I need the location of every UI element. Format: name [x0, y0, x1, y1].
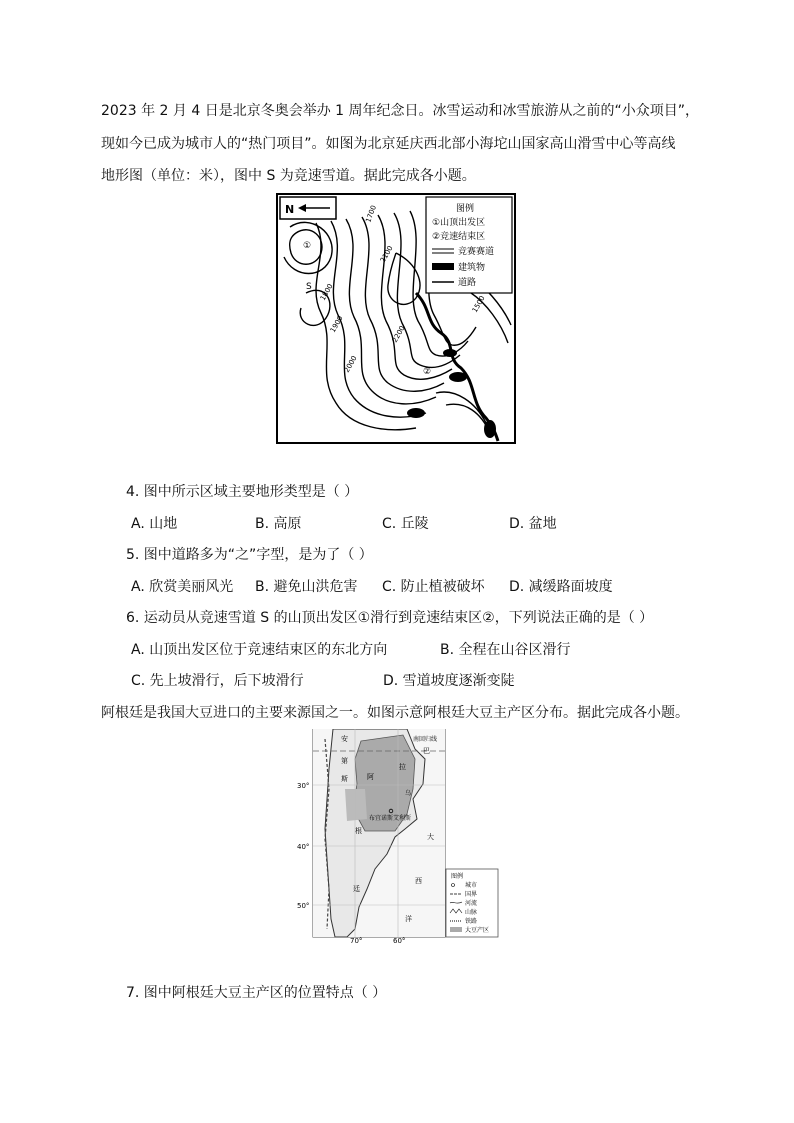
place-label: 根 — [355, 827, 362, 835]
map2-legend-2: 国界 — [465, 891, 478, 898]
q4-option-d[interactable]: D. 盆地 — [509, 516, 557, 532]
place-label: 安 — [341, 735, 348, 743]
intro1-line1: 2023 年 2 月 4 日是北京冬奥会举办 1 周年纪念日。冰雪运动和冰雪旅游从之前的“小众项目”， — [101, 103, 700, 119]
contour-label: 2200 — [390, 324, 407, 344]
map1-legend-5: 道路 — [458, 278, 477, 288]
place-label: 拉 — [399, 763, 406, 771]
q7-stem: 7. 图中阿根廷大豆主产区的位置特点（ ） — [126, 985, 387, 1001]
place-label: 西 — [415, 877, 422, 885]
q6-stem: 6. 运动员从竞速雪道 S 的山顶出发区①滑行到竞速结束区②，下列说法正确的是（ ） — [126, 610, 654, 626]
intro1-line3: 地形图（单位：米），图中 S 为竞速雪道。据此完成各小题。 — [101, 168, 476, 184]
place-label: 洋 — [405, 915, 412, 923]
place-label: 第 — [341, 757, 348, 765]
map2-legend-6: 大豆产区 — [465, 927, 490, 934]
q6-option-a[interactable]: A. 山顶出发区位于竞速结束区的东北方向 — [131, 642, 388, 658]
place-label: 乌 — [405, 790, 412, 797]
contour-map — [276, 193, 516, 444]
q6-option-b[interactable]: B. 全程在山谷区滑行 — [440, 642, 571, 658]
map2-legend-4: 山脉 — [465, 909, 478, 916]
map2-legend-1: 城市 — [465, 882, 478, 889]
lat-30: 30° — [297, 782, 310, 790]
map2-legend-5: 铁路 — [465, 918, 478, 925]
q4-stem: 4. 图中所示区域主要地形类型是（ ） — [126, 484, 359, 500]
q5-option-b[interactable]: B. 避免山洪危害 — [255, 579, 358, 595]
map1-legend-4: 建筑物 — [458, 263, 486, 273]
q5-option-a[interactable]: A. 欣赏美丽风光 — [131, 579, 234, 595]
q4-option-a[interactable]: A. 山地 — [131, 516, 178, 532]
q6-option-c[interactable]: C. 先上坡滑行，后下坡滑行 — [131, 673, 304, 689]
place-label: 大 — [427, 833, 434, 841]
place-label: 廷 — [353, 885, 360, 893]
map2-legend-title: 图例 — [451, 873, 464, 880]
q6-option-d[interactable]: D. 雪道坡度逐渐变陡 — [383, 673, 515, 689]
q5-option-c[interactable]: C. 防止植被破坏 — [382, 579, 485, 595]
map1-legend-3: 竞赛赛道 — [458, 247, 495, 257]
place-label: 阿 — [367, 773, 374, 781]
map1-mark-s: S — [306, 282, 312, 292]
place-label: 斯 — [341, 775, 348, 783]
map1-legend-1: ①山顶出发区 — [432, 218, 486, 228]
map1-mark-1: ① — [303, 241, 312, 251]
city-label: 布宜诺斯艾利斯 — [369, 815, 412, 822]
lon-60: 60° — [393, 937, 406, 944]
intro2: 阿根廷是我国大豆进口的主要来源国之一。如图示意阿根廷大豆主产区分布。据此完成各小题。 — [101, 705, 689, 721]
contour-label: 2000 — [342, 354, 359, 374]
q5-option-d[interactable]: D. 减缓路面坡度 — [509, 579, 613, 595]
contour-label: 1500 — [470, 294, 487, 314]
lat-40: 40° — [297, 843, 310, 851]
q4-option-c[interactable]: C. 丘陵 — [382, 516, 429, 532]
contour-label: 1900 — [328, 314, 345, 334]
argentina-map — [295, 729, 500, 944]
map2-legend-3: 河流 — [465, 900, 478, 907]
contour-label: 1800 — [318, 282, 335, 302]
place-label: 巴 — [423, 747, 430, 755]
lat-50: 50° — [297, 902, 310, 910]
tropic-label: 南回归线 — [413, 736, 438, 743]
map1-legend-2: ②竞速结束区 — [432, 232, 486, 242]
contour-label: 1700 — [364, 204, 378, 224]
map1-mark-2: ② — [423, 367, 432, 377]
north-label: N — [285, 203, 295, 216]
map1-legend-title: 图例 — [456, 204, 475, 214]
intro1-line2: 现如今已成为城市人的“热门项目”。如图为北京延庆西北部小海坨山国家高山滑雪中心等高线 — [101, 136, 676, 152]
q5-stem: 5. 图中道路多为“之”字型，是为了（ ） — [126, 547, 373, 563]
lon-70: 70° — [350, 937, 363, 944]
contour-label: 2100 — [378, 244, 395, 264]
q4-option-b[interactable]: B. 高原 — [255, 516, 302, 532]
